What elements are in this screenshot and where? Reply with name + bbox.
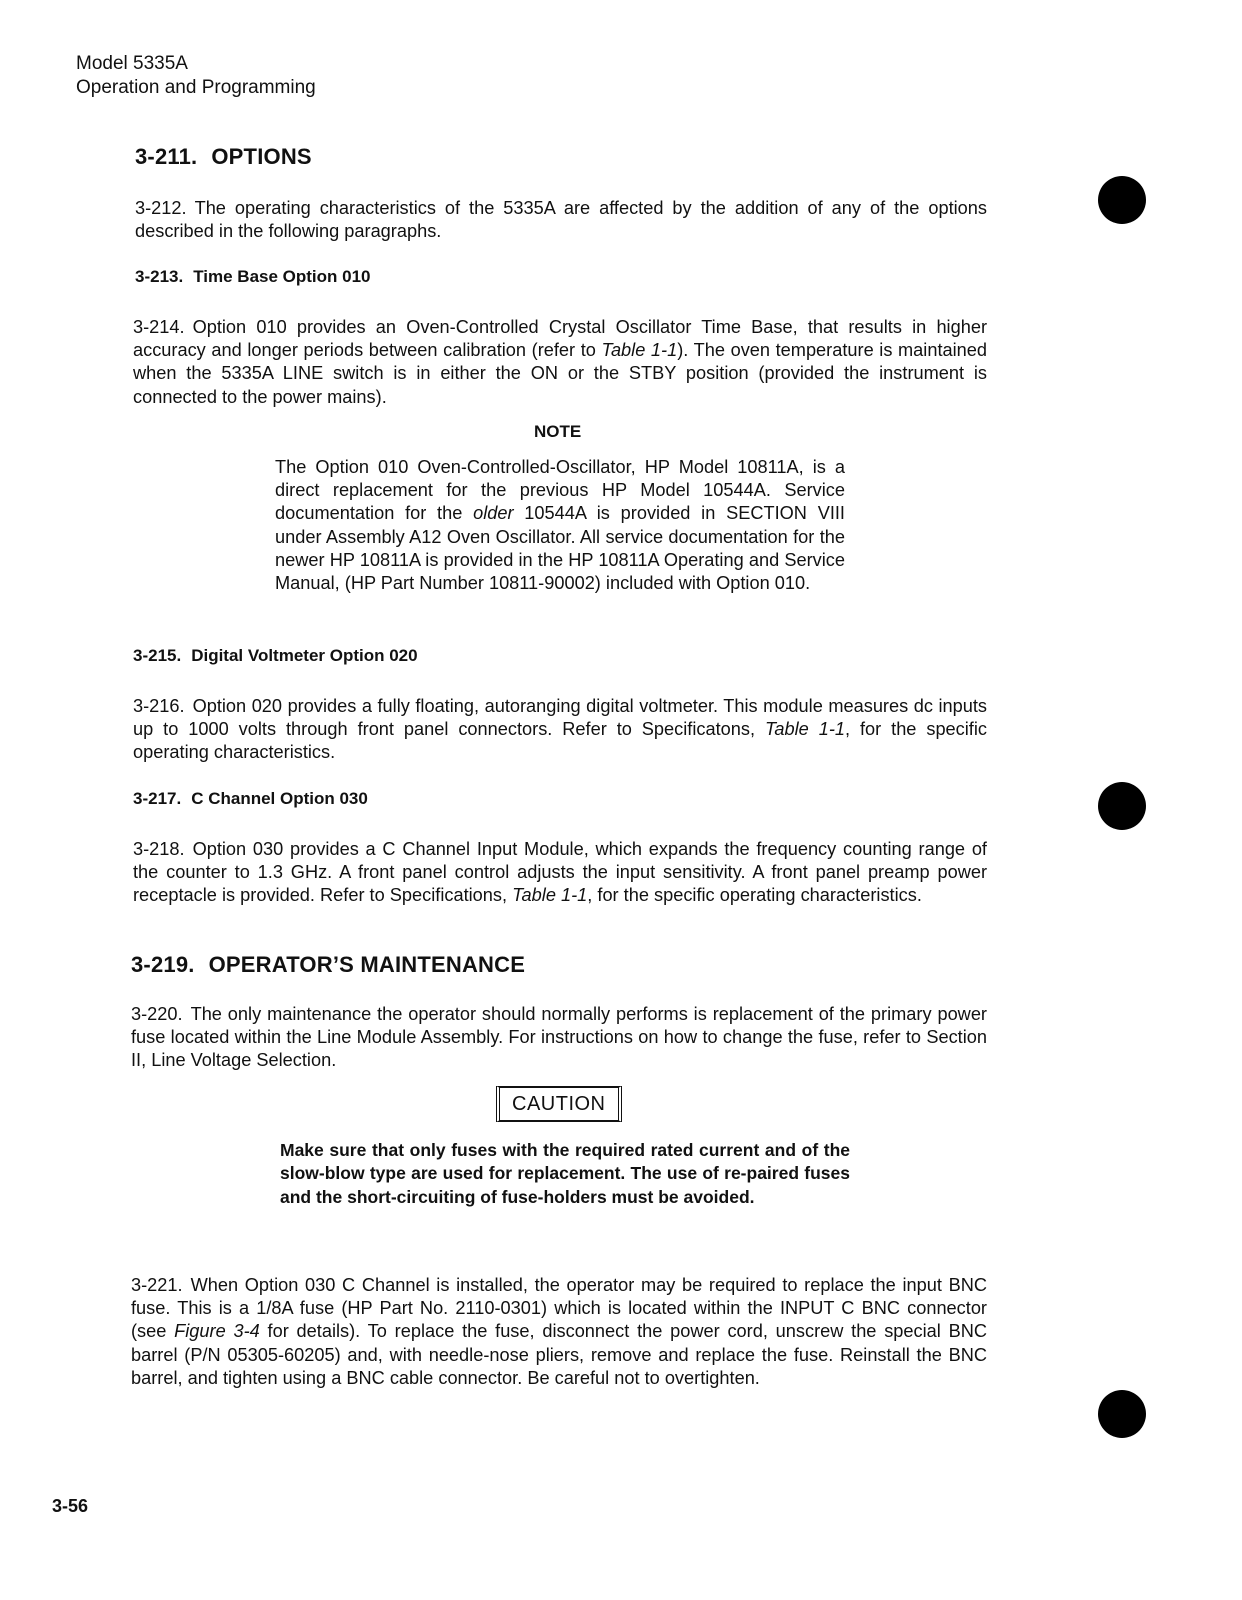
paragraph-number: 3-214. [133, 317, 185, 337]
heading-title: OPERATOR’S MAINTENANCE [208, 952, 526, 977]
heading-number: 3-215. [133, 646, 182, 665]
paragraph-3-220 [131, 1003, 987, 1073]
note-italic: older [473, 503, 514, 524]
paragraph-text: The operating characteristics of the 5335A are affected by the addition of any of the options described in the following paragraphs. [135, 198, 987, 242]
heading-operators-maintenance [131, 952, 525, 978]
header-model: Model 5335A [76, 53, 188, 74]
paragraph-3-214 [133, 316, 987, 409]
heading-title: Time Base Option 010 [193, 267, 371, 286]
paragraph-text-cont: for details). To replace the fuse, disconnect the power cord, unscrew the special BNC barrel (P/N 05305-60205) and, with needle-nose pliers, remove and replace the fuse. Reinstall the BNC barrel, and tighten using a BNC cable connector. Be careful not to overtighten. [131, 1321, 987, 1388]
binder-hole-top [1098, 176, 1146, 224]
binder-hole-bottom [1098, 1390, 1146, 1438]
running-header [76, 52, 316, 100]
paragraph-text: When Option 030 C Channel is installed, the operator may be required to replace the input BNC fuse. This is a 1/8A fuse (HP Part No. 2110-0301) which is located within the INPUT C BNC connector (see [131, 1275, 987, 1342]
paragraph-text: Option 030 provides a C Channel Input Module, which expands the frequency counting range of the counter to 1.3 GHz. A front panel control adjusts the input sensitivity. A front panel preamp power receptacle is provided. Refer to Specifications, [133, 839, 987, 906]
paragraph-number: 3-212. [135, 198, 187, 218]
note-body [275, 456, 845, 595]
page-number: 3-56 [52, 1496, 89, 1516]
paragraph-text-cont: ). The oven temperature is maintained when the 5335A LINE switch is in either the ON or the STBY position (provided the instrument is connected to the power mains). [133, 340, 988, 407]
paragraph-text-cont: , for the specific operating characteristics. [133, 719, 987, 763]
heading-title: OPTIONS [211, 144, 312, 169]
paragraph-3-218 [133, 838, 987, 908]
table-reference: Table 1-1 [601, 340, 678, 361]
paragraph-3-216 [133, 695, 987, 765]
heading-number: 3-213. [135, 267, 184, 286]
heading-time-base-option [135, 266, 371, 288]
heading-options [135, 144, 312, 170]
note-title: NOTE [534, 422, 582, 441]
paragraph-number: 3-218. [133, 839, 185, 859]
note-text: The Option 010 Oven-Controlled-Oscillator, HP Model 10811A, is a direct replacement for the previous HP Model 10544A. Service documentation for the [275, 457, 845, 524]
heading-number: 3-219. [131, 952, 195, 977]
paragraph-number: 3-221. [131, 1275, 183, 1295]
paragraph-text: The only maintenance the operator should normally performs is replacement of the primary power fuse located within the Line Module Assembly. For instructions on how to change the fuse, refer to Section II, Line Voltage Selection. [131, 1004, 987, 1071]
paragraph-number: 3-216. [133, 696, 185, 716]
figure-reference: Figure 3-4 [174, 1321, 260, 1342]
table-reference: Table 1-1 [764, 719, 845, 740]
heading-title: C Channel Option 030 [191, 789, 368, 808]
caution-label: CAUTION [496, 1086, 622, 1122]
heading-number: 3-211. [135, 144, 198, 169]
note-text-cont: 10544A is provided in SECTION VIII under Assembly A12 Oven Oscillator. All service documentation for the newer HP 10811A is provided in the HP 10811A Operating and Service Manual, (HP Part Number 10811-90002) included with Option 010. [275, 503, 845, 594]
header-section: Operation and Programming [76, 77, 316, 98]
paragraph-3-221 [131, 1274, 987, 1390]
heading-dvm-option [133, 645, 418, 667]
paragraph-3-212 [135, 197, 987, 243]
paragraph-text: Option 020 provides a fully floating, autoranging digital voltmeter. This module measures dc inputs up to 1000 volts through front panel connectors. Refer to Specificatons, [133, 696, 987, 740]
heading-title: Digital Voltmeter Option 020 [191, 646, 418, 665]
paragraph-text-cont: , for the specific operating characteristics. [587, 885, 922, 906]
heading-c-channel-option [133, 788, 368, 810]
table-reference: Table 1-1 [512, 885, 588, 906]
paragraph-number: 3-220. [131, 1004, 183, 1024]
caution-text: Make sure that only fuses with the required rated current and of the slow-blow type are used for replacement. The use of re-paired fuses and the short-circuiting of fuse-holders must be avoided. [280, 1140, 850, 1207]
paragraph-text: Option 010 provides an Oven-Controlled Crystal Oscillator Time Base, that results in higher accuracy and longer periods between calibration (refer to [133, 317, 987, 361]
heading-number: 3-217. [133, 789, 182, 808]
binder-hole-middle [1098, 782, 1146, 830]
